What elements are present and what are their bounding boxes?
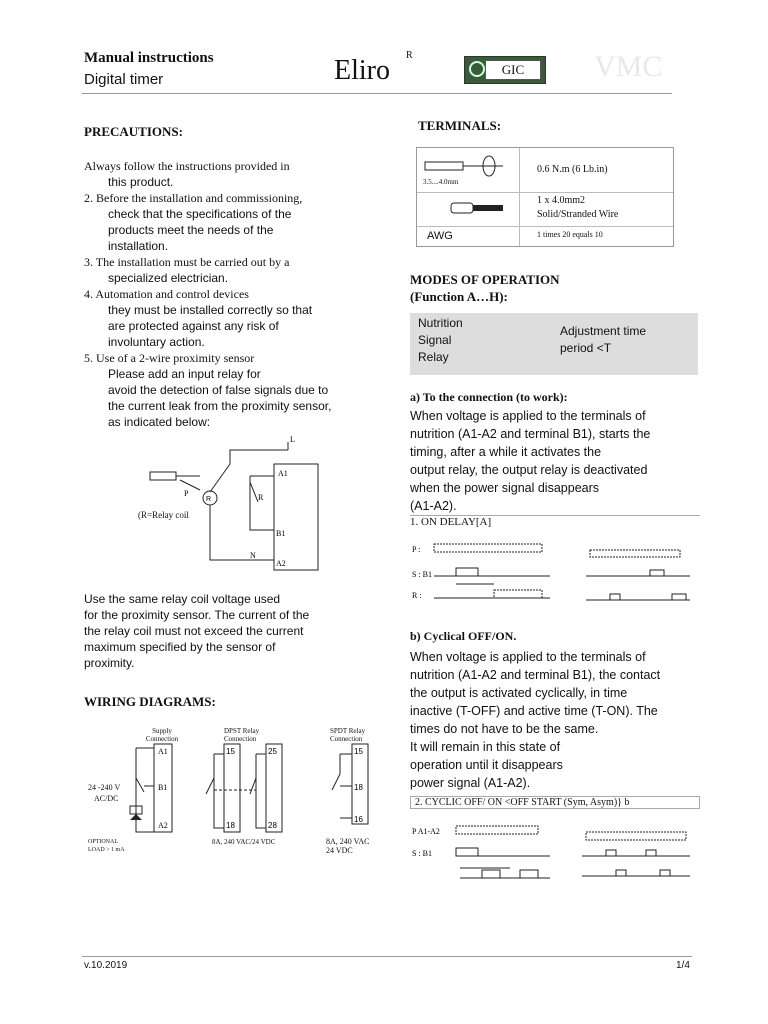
manual-subtitle: Digital timer bbox=[84, 71, 164, 88]
modes-subheading: (Function A…H): bbox=[410, 289, 508, 304]
mode-a-line: When voltage is applied to the terminals of bbox=[410, 409, 646, 423]
mode-b-line: When voltage is applied to the terminals of bbox=[410, 650, 646, 664]
precaution-line: are protected against any risk of bbox=[108, 319, 279, 333]
svg-text:N: N bbox=[250, 551, 256, 560]
precaution-line: they must be installed correctly so that bbox=[108, 303, 313, 317]
modes-label: period <T bbox=[560, 341, 612, 355]
svg-text:B1: B1 bbox=[276, 529, 286, 538]
mode-a-line: output relay, the output relay is deactivated bbox=[410, 463, 648, 477]
wire-size: 1 x 4.0mm2 bbox=[537, 195, 586, 206]
modes-heading: MODES OF OPERATION bbox=[410, 272, 560, 287]
mode-b-diagram-title: 2. CYCLIC OFF/ ON <OFF START (Sym, Asym)} b bbox=[410, 796, 700, 809]
precaution-line: as indicated below: bbox=[108, 415, 211, 429]
modes-label: Signal bbox=[418, 333, 452, 347]
precautions-heading: PRECAUTIONS: bbox=[84, 124, 183, 139]
wire-icon bbox=[447, 200, 507, 216]
coil-note-line: maximum specified by the sensor of bbox=[84, 640, 276, 654]
svg-text:A1: A1 bbox=[278, 469, 288, 478]
gic-logo bbox=[464, 56, 546, 84]
precautions-list bbox=[84, 158, 374, 430]
svg-text:R :: R : bbox=[412, 591, 422, 600]
spdt-rating: 24 VDC bbox=[326, 846, 353, 855]
coil-note-line: Use the same relay coil voltage used bbox=[84, 592, 281, 606]
svg-text:18: 18 bbox=[354, 783, 363, 792]
mode-b-line: nutrition (A1-A2 and terminal B1), the contact bbox=[410, 668, 661, 682]
modes-label: Nutrition bbox=[418, 316, 463, 330]
svg-text:L: L bbox=[290, 435, 295, 444]
voltage-label: 24 -240 V bbox=[88, 783, 121, 792]
svg-text:25: 25 bbox=[268, 747, 277, 756]
relay-coil-label: (R=Relay coil bbox=[138, 510, 189, 520]
precaution-line: installation. bbox=[108, 239, 169, 253]
svg-text:S : B1: S : B1 bbox=[412, 570, 433, 579]
precaution-line: avoid the detection of false signals due to bbox=[108, 383, 329, 397]
precaution-line: the current leak from the proximity sensor, bbox=[108, 399, 332, 413]
modes-label: Adjustment time bbox=[560, 324, 647, 338]
header-divider bbox=[82, 93, 672, 94]
precaution-line: check that the specifications of the bbox=[108, 207, 292, 221]
mode-a-diagram-title: 1. ON DELAY[A] bbox=[410, 515, 700, 528]
spdt-label: SPDT Relay Connection bbox=[330, 727, 366, 743]
awg-label: AWG bbox=[427, 230, 453, 242]
logo-text: GIC bbox=[485, 60, 541, 80]
coil-note-line: for the proximity sensor. The current of the bbox=[84, 608, 310, 622]
terminals-heading: TERMINALS: bbox=[418, 118, 502, 133]
manual-title: Manual instructions bbox=[84, 50, 214, 66]
mode-a-line: nutrition (A1-A2 and terminal B1), starts the bbox=[410, 427, 651, 441]
mode-b-line: the output is activated cyclically, in time bbox=[410, 686, 628, 700]
precaution-line: 3. The installation must be carried out by a bbox=[84, 255, 290, 269]
mode-a-text bbox=[410, 407, 710, 515]
svg-text:A2: A2 bbox=[158, 821, 168, 830]
torque-value: 0.6 N.m (6 Lb.in) bbox=[537, 164, 608, 175]
dpst-block bbox=[224, 744, 240, 832]
precaution-line: Always follow the instructions provided in bbox=[84, 159, 290, 173]
svg-text:A2: A2 bbox=[276, 559, 286, 568]
svg-text:S : B1: S : B1 bbox=[412, 849, 433, 858]
logo-icon bbox=[469, 61, 485, 77]
precaution-line: products meet the needs of the bbox=[108, 223, 274, 237]
dpst-rating: 8A, 240 VAC/24 VDC bbox=[212, 838, 276, 846]
awg-value: 1 times 20 equals 10 bbox=[537, 230, 603, 239]
svg-text:18: 18 bbox=[226, 821, 235, 830]
svg-text:16: 16 bbox=[354, 815, 363, 824]
screw-size: 3.5....4.0mm bbox=[423, 178, 459, 186]
mode-a-line: when the power signal disappears bbox=[410, 481, 600, 495]
svg-text:15: 15 bbox=[226, 747, 235, 756]
wire-type: Solid/Stranded Wire bbox=[537, 209, 619, 220]
coil-note-line: the relay coil must not exceed the current bbox=[84, 624, 304, 638]
mode-a-line: (A1-A2). bbox=[410, 499, 457, 513]
mode-b-line: operation until it disappears bbox=[410, 758, 563, 772]
wiring-heading: WIRING DIAGRAMS: bbox=[84, 694, 216, 709]
page-number: 1/4 bbox=[676, 960, 690, 971]
supply-label: Supply Connection bbox=[145, 727, 179, 743]
svg-text:P: P bbox=[184, 489, 189, 498]
sensor-icon bbox=[150, 472, 176, 480]
coil-note-line: proximity. bbox=[84, 656, 135, 670]
proximity-sensor-diagram bbox=[140, 432, 330, 572]
precaution-line: specialized electrician. bbox=[108, 271, 229, 285]
terminals-table bbox=[416, 147, 674, 247]
coil-note bbox=[84, 591, 348, 671]
mode-b-line: times do not have to be the same. bbox=[410, 722, 599, 736]
precaution-line: this product. bbox=[108, 175, 174, 189]
dpst-label: DPST Relay Connection bbox=[224, 727, 260, 743]
svg-text:P :: P : bbox=[412, 545, 421, 554]
modes-box bbox=[410, 313, 698, 375]
svg-text:P A1-A2: P A1-A2 bbox=[412, 827, 440, 836]
mode-b-line: inactive (T-OFF) and active time (T-ON). The bbox=[410, 704, 658, 718]
on-delay-timing-diagram bbox=[410, 532, 700, 606]
modes-label: Relay bbox=[418, 350, 449, 364]
svg-text:28: 28 bbox=[268, 821, 277, 830]
mode-b-line: power signal (A1-A2). bbox=[410, 776, 531, 790]
mode-b-heading: b) Cyclical OFF/ON. bbox=[410, 629, 517, 643]
brand-name: Eliro bbox=[334, 55, 390, 86]
mode-a-line: timing, after a while it activates the bbox=[410, 445, 602, 459]
precaution-line: 4. Automation and control devices bbox=[84, 287, 249, 301]
svg-text:15: 15 bbox=[354, 747, 363, 756]
precaution-line: 2. Before the installation and commissioning, bbox=[84, 191, 303, 205]
svg-text:A1: A1 bbox=[158, 747, 168, 756]
precaution-line: Please add an input relay for bbox=[108, 367, 261, 381]
watermark: VMC bbox=[594, 50, 663, 83]
precaution-line: involuntary action. bbox=[108, 335, 205, 349]
svg-text:B1: B1 bbox=[158, 783, 168, 792]
footer-divider bbox=[82, 956, 692, 957]
svg-text:R: R bbox=[206, 496, 212, 503]
registered-mark: R bbox=[406, 50, 413, 61]
version-label: v.10.2019 bbox=[84, 960, 128, 971]
spdt-rating: 8A, 240 VAC bbox=[326, 837, 370, 846]
mode-b-text bbox=[410, 648, 726, 792]
mode-b-line: It will remain in this state of bbox=[410, 740, 561, 754]
load-label: LOAD > 1 mA bbox=[88, 847, 125, 853]
timer-block bbox=[274, 464, 318, 570]
cyclic-timing-diagram bbox=[410, 818, 700, 892]
svg-text:R: R bbox=[258, 493, 264, 502]
mode-a-heading: a) To the connection (to work): bbox=[410, 390, 568, 404]
screwdriver-icon bbox=[423, 154, 513, 180]
acdc-label: AC/DC bbox=[94, 794, 119, 803]
optional-label: OPTIONAL bbox=[88, 839, 118, 845]
precaution-line: 5. Use of a 2-wire proximity sensor bbox=[84, 351, 255, 365]
